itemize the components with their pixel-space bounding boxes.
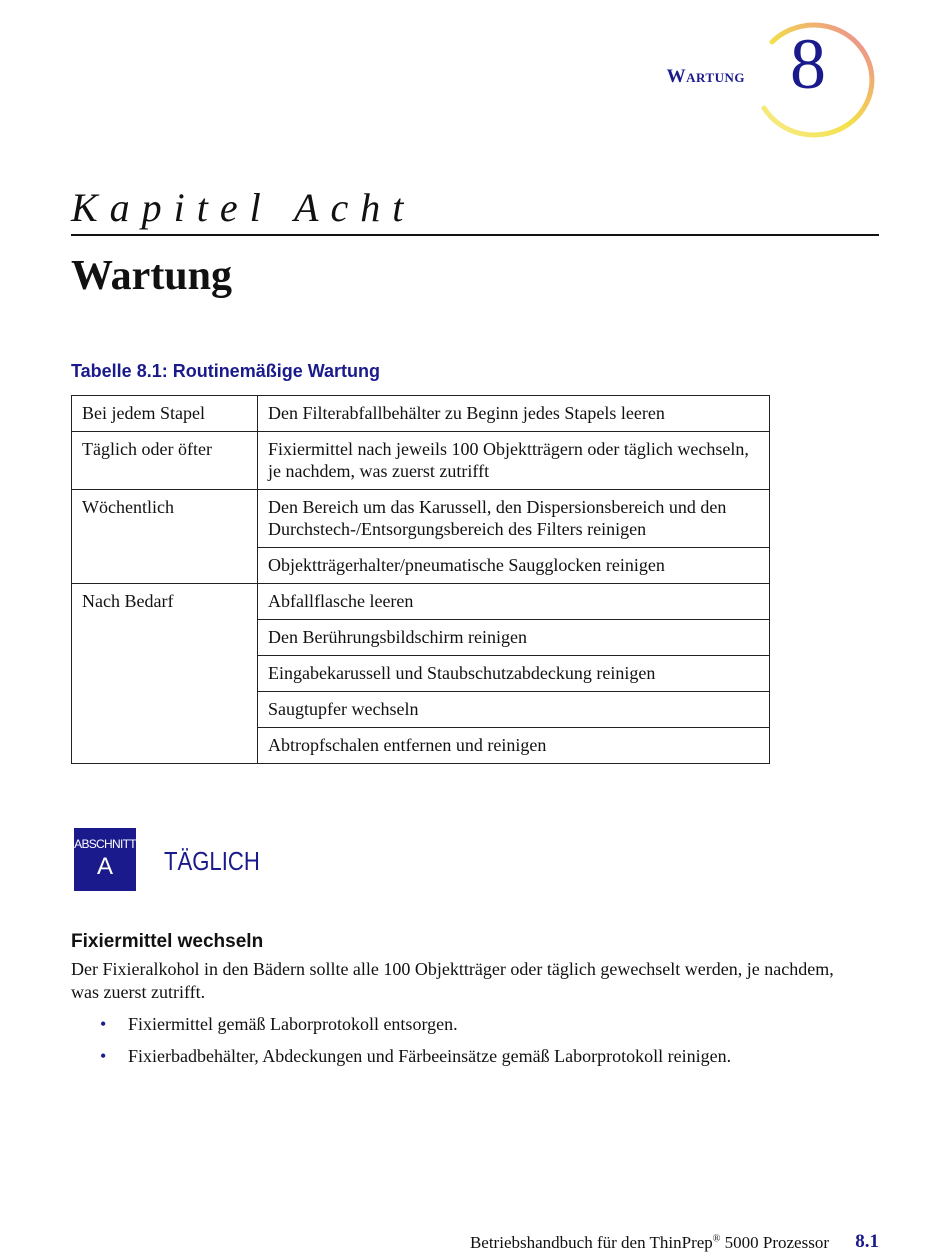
table-caption: Tabelle 8.1: Routinemäßige Wartung: [71, 361, 381, 381]
section-badge-letter: A: [96, 853, 113, 880]
chapter-number: 8: [790, 24, 826, 104]
list-item: [100, 1013, 731, 1036]
section-badge-label: ABSCHNITT: [74, 837, 136, 851]
subsection-body: Der Fixieralkohol in den Bädern sollte alle 100 Objektträger oder täglich gewechselt werden, je nachdem, was zuerst zutrifft.: [71, 959, 834, 1002]
task-cell: Den Bereich um das Karussell, den Dispersionsbereich und den Durchstech-/Entsorgungsbereich des Filters reinigen: [258, 490, 770, 548]
page-title: Wartung: [71, 253, 233, 299]
task-cell: Eingabekarussell und Staubschutzabdeckung reinigen: [258, 656, 770, 692]
list-item-text: Fixierbadbehälter, Abdeckungen und Färbeeinsätze gemäß Laborprotokoll reinigen.: [128, 1046, 732, 1066]
section-title: TÄGLICH: [164, 846, 260, 876]
frequency-cell: Wöchentlich: [72, 490, 258, 584]
task-cell: Den Berührungsbildschirm reinigen: [258, 620, 770, 656]
footer-manual-suffix: 5000 Prozessor: [720, 1233, 829, 1252]
subsection-heading: Fixiermittel wechseln: [71, 931, 264, 952]
task-cell: Fixiermittel nach jeweils 100 Objektträgern oder täglich wechseln, je nachdem, was zuerst zutrifft: [258, 432, 770, 490]
maintenance-table: [71, 395, 770, 764]
bullet-icon: •: [100, 1046, 107, 1066]
registered-mark: ®: [712, 1233, 721, 1245]
task-cell: Den Filterabfallbehälter zu Beginn jedes Stapels leeren: [258, 396, 770, 432]
chapter-label: Kapitel Acht: [71, 185, 416, 230]
table-row: [72, 584, 770, 620]
list-item: [100, 1045, 731, 1068]
running-header-section: Wartung: [666, 66, 745, 87]
task-cell: Saugtupfer wechseln: [258, 692, 770, 728]
table-row: [72, 432, 770, 490]
chapter-divider: [71, 234, 879, 236]
bullet-icon: •: [100, 1014, 107, 1034]
frequency-cell: Täglich oder öfter: [72, 432, 258, 490]
list-item-text: Fixiermittel gemäß Laborprotokoll entsorgen.: [128, 1014, 458, 1034]
section-badge: [74, 828, 136, 891]
table-row: [72, 490, 770, 548]
table-row: [72, 396, 770, 432]
task-cell: Objektträgerhalter/pneumatische Saugglocken reinigen: [258, 548, 770, 584]
task-cell: Abtropfschalen entfernen und reinigen: [258, 728, 770, 764]
bullet-list: [100, 1013, 731, 1077]
frequency-cell: Nach Bedarf: [72, 584, 258, 764]
footer-manual-prefix: Betriebshandbuch für den ThinPrep: [469, 1233, 713, 1252]
task-cell: Abfallflasche leeren: [258, 584, 770, 620]
page-number: 8.1: [855, 1231, 879, 1252]
frequency-cell: Bei jedem Stapel: [72, 396, 258, 432]
footer-manual-title: [470, 1233, 829, 1253]
